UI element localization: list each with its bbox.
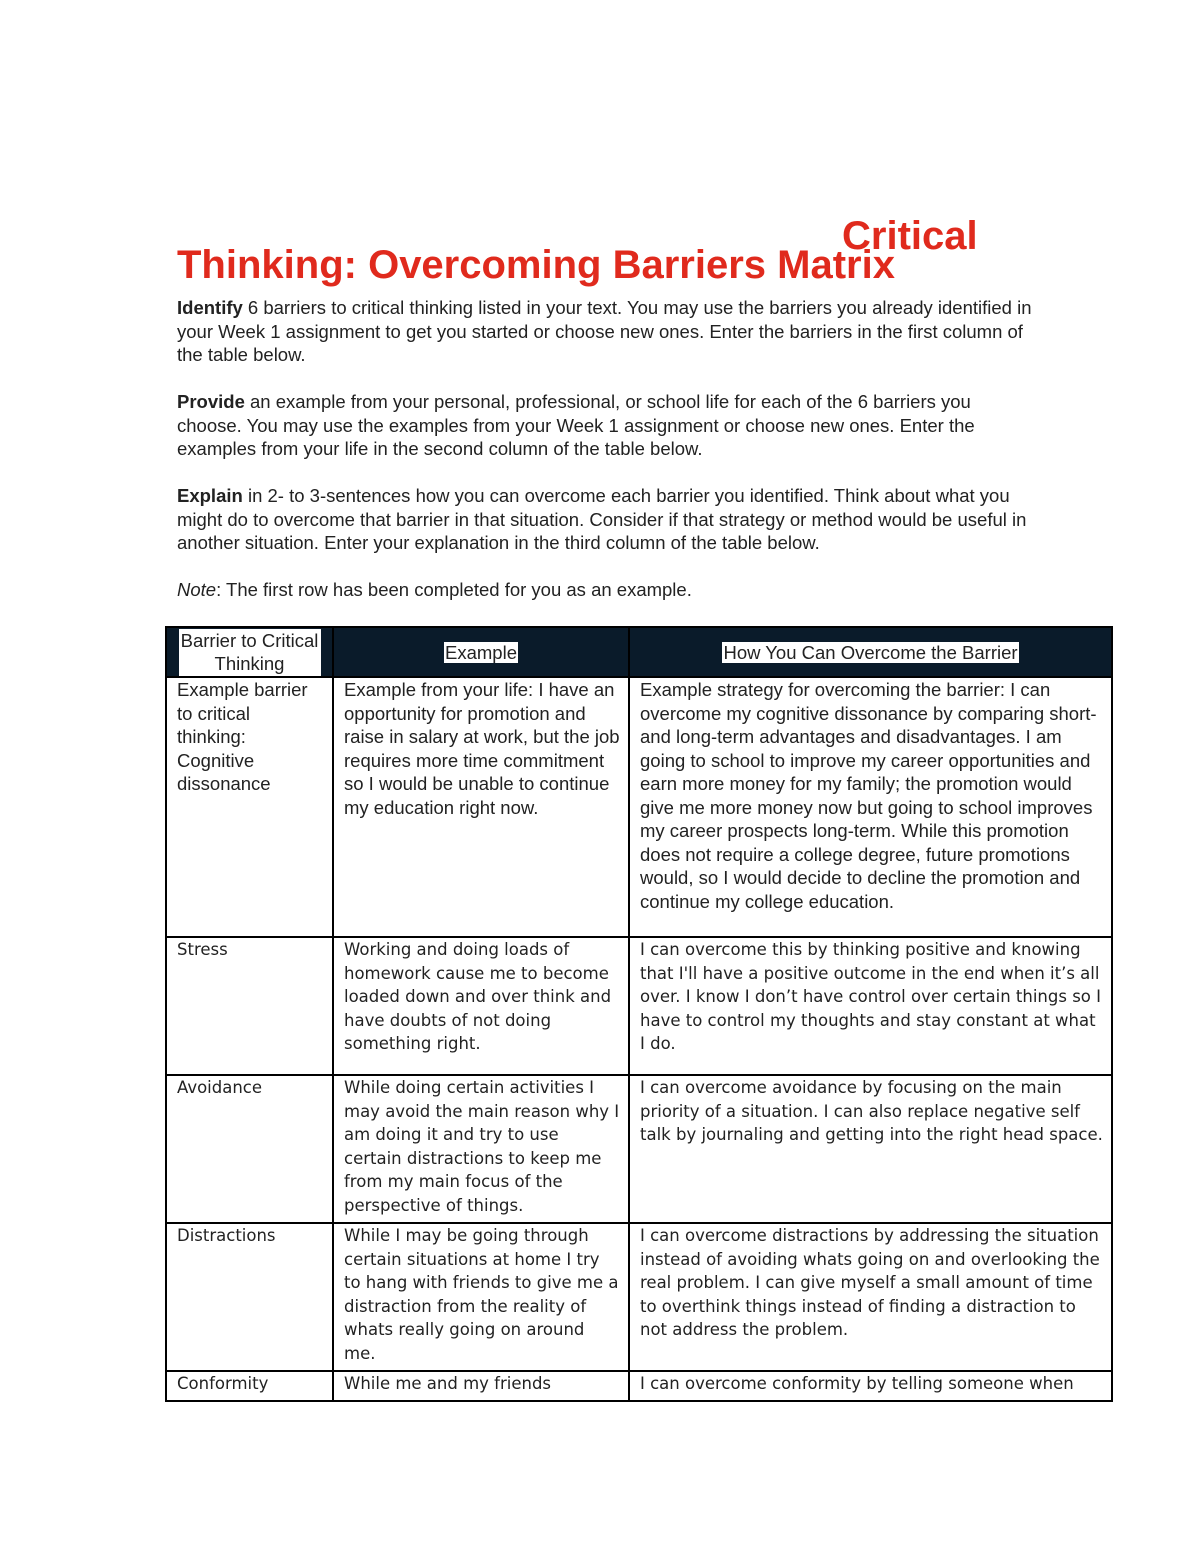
- table-row: [166, 1223, 1112, 1371]
- cell-strategy[interactable]: I can overcome distractions by addressing the situation instead of avoiding whats going on and overlooking the real problem. I can give myself a small amount of time to overthink things instead of finding a distraction to not address the problem.: [629, 1223, 1112, 1371]
- cell-barrier[interactable]: Avoidance: [166, 1075, 333, 1223]
- table-row: [166, 1371, 1112, 1401]
- cell-example[interactable]: While I may be going through certain situations at home I try to hang with friends to give me a distraction from the reality of whats really going on around me.: [333, 1223, 629, 1371]
- header-label: How You Can Overcome the Barrier: [723, 641, 1018, 663]
- instructions: [177, 296, 1037, 625]
- title-overflow-word: Critical: [842, 216, 978, 258]
- table-row: [166, 677, 1112, 937]
- header-barrier: [166, 627, 333, 677]
- cell-barrier[interactable]: Stress: [166, 937, 333, 1075]
- cell-barrier[interactable]: Example barrier to critical thinking: Cognitive dissonance: [166, 677, 333, 937]
- instruction-lead: Provide: [177, 391, 245, 412]
- instruction-lead: Identify: [177, 297, 243, 318]
- instruction-lead: Explain: [177, 485, 243, 506]
- cell-example[interactable]: While me and my friends: [333, 1371, 629, 1401]
- cell-strategy[interactable]: I can overcome this by thinking positive and knowing that I'll have a positive outcome in the end when it’s all over. I know I don’t have control over certain things so I have to control my thoughts and stay constant at what I do.: [629, 937, 1112, 1075]
- instruction-text: 6 barriers to critical thinking listed in your text. You may use the barriers you already identified in your Week 1 assignment to get you started or choose new ones. Enter the barriers in the first column of the table below.: [177, 297, 1032, 365]
- cell-strategy[interactable]: Example strategy for overcoming the barrier: I can overcome my cognitive dissonance by comparing short- and long-term advantages and disadvantages. I am going to school to improve my career opportunities and earn more money for my family; the promotion would give me more money now but going to school improves my career prospects long-term. While this promotion does not require a college degree, future promotions would, so I would decide to decline the promotion and continue my college education.: [629, 677, 1112, 937]
- note-label: Note: [177, 579, 217, 600]
- cell-example[interactable]: Working and doing loads of homework cause me to become loaded down and over think and have doubts of not doing something right.: [333, 937, 629, 1075]
- cell-example[interactable]: While doing certain activities I may avoid the main reason why I am doing it and try to use certain distractions to keep me from my main focus of the perspective of things.: [333, 1075, 629, 1223]
- table-row: [166, 1075, 1112, 1223]
- header-label: Example: [445, 641, 517, 663]
- cell-barrier[interactable]: Distractions: [166, 1223, 333, 1371]
- cell-strategy[interactable]: I can overcome conformity by telling someone when: [629, 1371, 1112, 1401]
- page-title: Thinking: Overcoming Barriers Matrix: [177, 243, 895, 287]
- header-label: Barrier to Critical Thinking: [179, 629, 321, 676]
- instruction-identify: [177, 296, 1037, 367]
- header-example: [333, 627, 629, 677]
- instruction-text: in 2- to 3-sentences how you can overcome each barrier you identified. Think about what you might do to overcome that barrier in that situation. Consider if that strategy or method would be useful in another situation. Enter your explanation in the third column of the table below.: [177, 485, 1027, 553]
- table-row: [166, 937, 1112, 1075]
- instruction-text: an example from your personal, professional, or school life for each of the 6 barriers you choose. You may use the examples from your Week 1 assignment or choose new ones. Enter the examples from your life in the second column of the table below.: [177, 391, 975, 459]
- table-header-row: [166, 627, 1112, 677]
- barriers-matrix-table: [165, 626, 1113, 1402]
- cell-example[interactable]: Example from your life: I have an opportunity for promotion and raise in salary at work, but the job requires more time commitment so I would be unable to continue my education right now.: [333, 677, 629, 937]
- note-text: : The first row has been completed for you as an example.: [216, 579, 692, 600]
- cell-strategy[interactable]: I can overcome avoidance by focusing on the main priority of a situation. I can also replace negative self talk by journaling and getting into the right head space.: [629, 1075, 1112, 1223]
- note: [177, 578, 1037, 602]
- instruction-provide: [177, 390, 1037, 461]
- instruction-explain: [177, 484, 1037, 555]
- cell-barrier[interactable]: Conformity: [166, 1371, 333, 1401]
- header-strategy: [629, 627, 1112, 677]
